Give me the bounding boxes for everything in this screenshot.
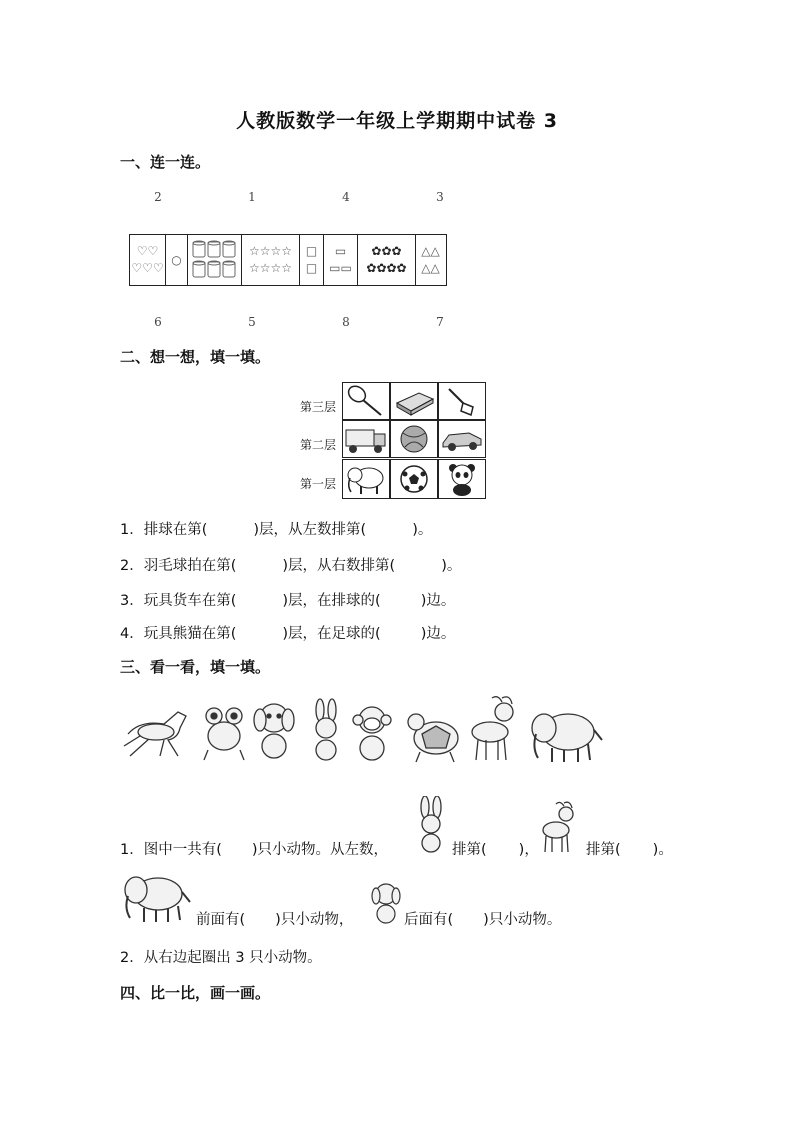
top-number: 2 (154, 190, 162, 204)
question-2-2 (120, 554, 461, 575)
question-text: )边。 (420, 626, 456, 642)
question-3-1-rank-b (586, 838, 673, 859)
box-row: □ (305, 261, 318, 275)
box-row: ☆☆☆☆ (248, 261, 293, 275)
hearts-box (130, 235, 166, 285)
rabbit-icon (316, 699, 336, 760)
grid-label-1: 第一层 (300, 477, 337, 491)
bottom-number: 7 (436, 315, 444, 329)
top-number: 1 (248, 190, 256, 204)
goat-icon (540, 800, 580, 854)
volleyball-icon (391, 421, 437, 457)
question-text: 排第( (452, 842, 487, 858)
question-text: 2．羽毛球拍在第( (120, 558, 237, 574)
connect-boxes (129, 234, 447, 286)
box-row: ✿✿✿ (371, 244, 402, 258)
box-row: △△ (421, 244, 440, 258)
question-text: )。 (412, 522, 433, 538)
top-number: 4 (342, 190, 350, 204)
bottom-number: 5 (248, 315, 256, 329)
monkey-icon (353, 707, 391, 760)
question-text: )层，从左数排第( (253, 522, 367, 538)
flowers-box (358, 235, 416, 285)
question-text: 后面有( (404, 912, 454, 928)
elephant-icon (532, 714, 602, 762)
question-3-2: 2．从右边起圈出 3 只小动物。 (120, 950, 322, 966)
box-row: ○ (171, 252, 182, 267)
horse-icon (124, 712, 186, 756)
football-icon (391, 460, 437, 498)
shelf-grid (296, 382, 498, 500)
shovel-icon (439, 383, 485, 419)
elephant-icon (120, 870, 194, 926)
animal-row (120, 694, 610, 766)
question-text: )层，从右数排第( (282, 558, 396, 574)
question-text: )只小动物， (275, 912, 354, 928)
question-text: 4．玩具熊猫在第( (120, 626, 237, 642)
rectangles-box (324, 235, 358, 285)
question-2-3 (120, 589, 455, 610)
frog-icon (204, 708, 244, 760)
box-row: ☆☆☆☆ (248, 244, 293, 258)
toy-truck-cell (342, 420, 390, 458)
panda-cell (438, 459, 486, 499)
section4-heading: 四、比一比，画一画。 (120, 984, 271, 1002)
question-text: 排第( (586, 842, 621, 858)
question-3-1-front (196, 908, 353, 929)
question-text: )， (518, 842, 539, 858)
football-cell (390, 459, 438, 499)
box-row: ▭ (334, 244, 347, 258)
toy-box-icon (391, 383, 437, 419)
box-row: □ (305, 244, 318, 258)
toy-panda-icon (439, 460, 485, 498)
question-text: 1．排球在第( (120, 522, 208, 538)
volleyball-cell (390, 420, 438, 458)
question-text: )。 (652, 842, 673, 858)
question-text: 3．玩具货车在第( (120, 593, 237, 609)
question-text: )。 (441, 558, 462, 574)
grid-label-3: 第三层 (300, 400, 337, 414)
goat-icon (472, 697, 513, 760)
cylinders-icon (191, 239, 239, 281)
section3-heading: 三、看一看，填一填。 (120, 658, 271, 676)
question-text: )层，在足球的( (282, 626, 381, 642)
cylinders-box (188, 235, 242, 285)
badminton-racket-cell (342, 382, 390, 420)
box-row: ♡♡♡ (131, 261, 164, 275)
toy-car-cell (438, 420, 486, 458)
dog-icon (370, 880, 402, 924)
question-3-1-behind (404, 908, 561, 929)
bottom-number: 6 (154, 315, 162, 329)
dog-icon (254, 704, 294, 758)
bottom-number: 8 (342, 315, 350, 329)
box-row: ✿✿✿✿ (366, 261, 407, 275)
section2-heading: 二、想一想，填一填。 (120, 348, 271, 366)
rabbit-icon (410, 796, 452, 854)
question-text: )只小动物。从左数， (251, 842, 389, 858)
section1-heading: 一、连一连。 (120, 153, 211, 171)
toy-box-cell (390, 382, 438, 420)
question-3-1-rank-a (452, 838, 539, 859)
box-row: ▭▭ (329, 261, 352, 275)
question-text: 前面有( (196, 912, 246, 928)
question-2-1 (120, 518, 432, 539)
box-row: △△ (421, 261, 440, 275)
circle-box (166, 235, 188, 285)
box-row: ♡♡ (136, 244, 159, 258)
toy-truck-icon (343, 421, 389, 457)
top-number: 3 (436, 190, 444, 204)
stars-box (242, 235, 300, 285)
question-text: )边。 (420, 593, 456, 609)
page-title: 人教版数学一年级上学期期中试卷 3 (236, 110, 558, 132)
question-text: 1．图中一共有( (120, 842, 222, 858)
triangles-box (416, 235, 445, 285)
elephant-cell (342, 459, 390, 499)
question-2-4 (120, 622, 455, 643)
toy-car-icon (439, 421, 485, 457)
elephant-icon (343, 460, 389, 498)
grid-label-2: 第二层 (300, 438, 337, 452)
question-text: )层，在排球的( (282, 593, 381, 609)
turtle-icon (408, 714, 458, 762)
badminton-racket-icon (343, 383, 389, 419)
question-text: )只小动物。 (483, 912, 562, 928)
squares-box (300, 235, 324, 285)
shovel-cell (438, 382, 486, 420)
